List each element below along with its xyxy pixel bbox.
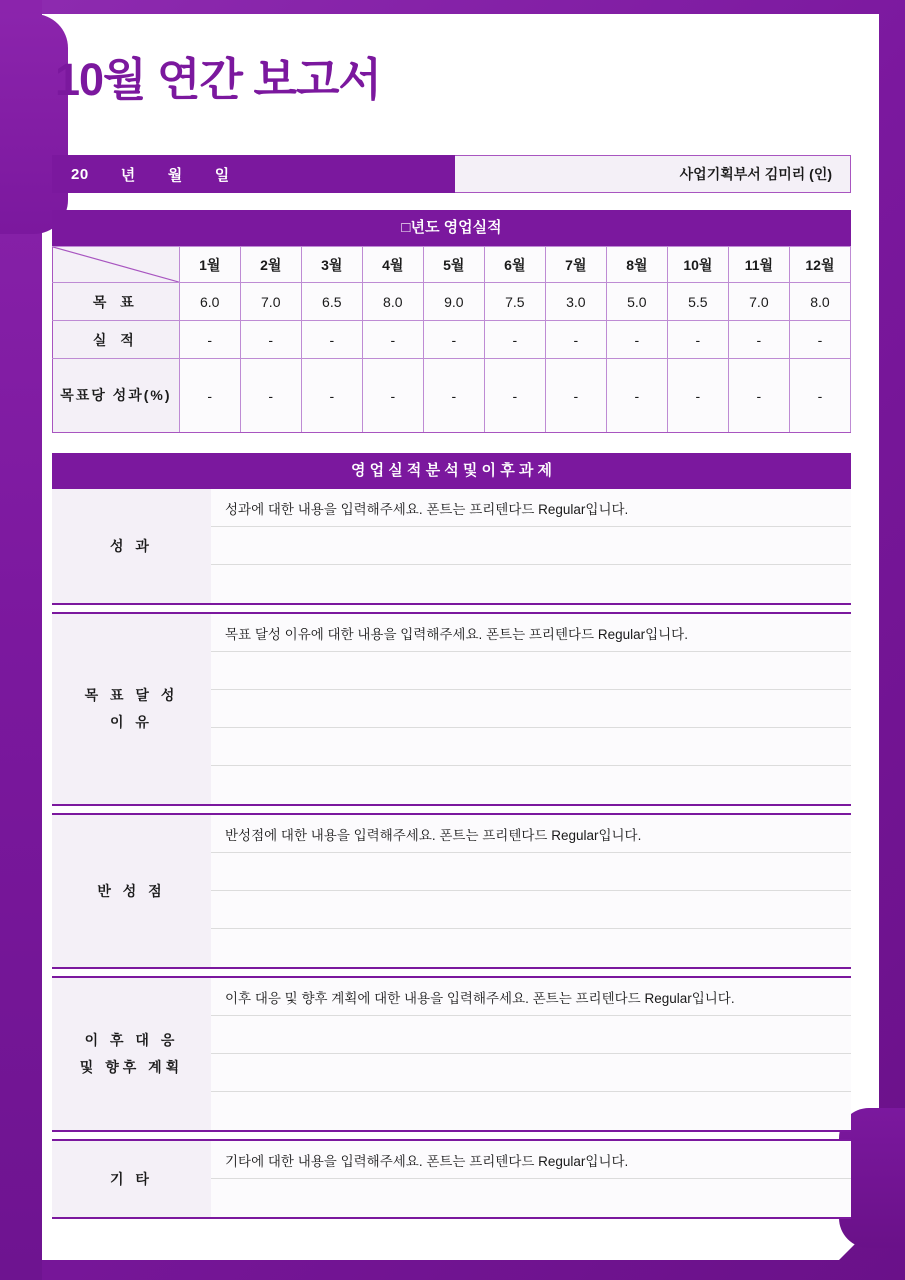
table-cell[interactable]: - [301,359,362,433]
analysis-writing-area[interactable] [211,978,851,1130]
date-year-unit: 년 [120,166,136,184]
date-day-unit: 일 [214,166,230,184]
table-cell[interactable]: - [179,321,240,359]
analysis-block-performance [52,489,851,605]
analysis-label-line: 이 후 대 응 [84,1032,179,1049]
table-cell[interactable]: - [423,359,484,433]
analysis-block-future-plan [52,976,851,1132]
diagonal-divider-icon [53,247,179,282]
table-cell[interactable]: - [301,321,362,359]
date-month-unit: 월 [167,166,183,184]
date-year-prefix: 20 [71,165,89,183]
analysis-label-line: 기 타 [110,1170,153,1187]
analysis-writing-area[interactable] [211,489,851,603]
table-cell[interactable]: - [606,359,667,433]
table-cell[interactable]: 7.0 [240,283,301,321]
table-cell[interactable]: - [240,321,301,359]
table-cell[interactable]: - [362,321,423,359]
table-cell[interactable]: - [179,359,240,433]
table-cell[interactable]: 8.0 [362,283,423,321]
analysis-label-line: 성 과 [110,537,153,554]
analysis-blank-line[interactable] [211,1016,851,1054]
analysis-block-etc [52,1139,851,1219]
analysis-blank-line[interactable] [211,853,851,891]
column-header: 12월 [789,247,850,283]
analysis-block-reflection [52,813,851,969]
column-header: 3월 [301,247,362,283]
analysis-label-line: 목 표 달 성 [84,687,179,704]
table-cell[interactable]: 6.5 [301,283,362,321]
analysis-block-label [52,815,211,967]
row-label-target: 목 표 [53,283,180,321]
analysis-block-label [52,978,211,1130]
analysis-blank-line[interactable] [211,690,851,728]
row-label-line: 목표당 [60,387,107,404]
table-cell[interactable]: - [545,321,606,359]
analysis-placeholder-line[interactable]: 목표 달성 이유에 대한 내용을 입력해주세요. 폰트는 프리텐다드 Regular입니다. [211,614,851,652]
table-cell[interactable]: - [667,321,728,359]
analysis-label-line: 및 향후 계획 [79,1059,184,1075]
signature-field[interactable]: 사업기획부서 김미리 (인) [455,155,851,193]
performance-section-title: □년도 영업실적 [52,210,851,246]
table-cell[interactable]: - [545,359,606,433]
column-header: 8월 [606,247,667,283]
column-header: 4월 [362,247,423,283]
table-cell[interactable]: - [667,359,728,433]
analysis-block-label [52,614,211,804]
report-content [52,14,852,1260]
row-label-line: 성과(%) [112,387,172,404]
date-fields[interactable] [52,155,455,193]
table-cell[interactable]: - [728,359,789,433]
table-cell[interactable]: 7.5 [484,283,545,321]
table-cell[interactable]: 8.0 [789,283,850,321]
analysis-blank-line[interactable] [211,1054,851,1092]
analysis-label-line: 이 유 [110,714,153,730]
table-cell[interactable]: - [728,321,789,359]
column-header: 1월 [179,247,240,283]
performance-header-row [53,247,851,283]
page-title: 10월 연간 보고서 [55,54,381,105]
table-cell[interactable]: 6.0 [179,283,240,321]
table-cell[interactable]: - [423,321,484,359]
analysis-blank-line[interactable] [211,766,851,804]
row-label-rate [53,359,180,433]
analysis-placeholder-line[interactable]: 기타에 대한 내용을 입력해주세요. 폰트는 프리텐다드 Regular입니다. [211,1141,851,1179]
table-cell[interactable]: 5.0 [606,283,667,321]
analysis-blank-line[interactable] [211,527,851,565]
table-cell[interactable]: - [606,321,667,359]
analysis-blank-line[interactable] [211,891,851,929]
table-cell[interactable]: - [240,359,301,433]
analysis-blank-line[interactable] [211,1179,851,1217]
analysis-blank-line[interactable] [211,565,851,603]
column-header: 10월 [667,247,728,283]
table-cell[interactable]: 7.0 [728,283,789,321]
analysis-label-line: 반 성 점 [97,882,166,899]
analysis-section-title: 영 업 실 적 분 석 및 이 후 과 제 [52,453,851,489]
row-label-actual: 실 적 [53,321,180,359]
analysis-writing-area[interactable] [211,614,851,804]
column-header: 5월 [423,247,484,283]
table-row [53,283,851,321]
table-cell[interactable]: - [789,359,850,433]
analysis-writing-area[interactable] [211,1141,851,1217]
analysis-placeholder-line[interactable]: 이후 대응 및 향후 계획에 대한 내용을 입력해주세요. 폰트는 프리텐다드 Regular입니다. [211,978,851,1016]
analysis-placeholder-line[interactable]: 반성점에 대한 내용을 입력해주세요. 폰트는 프리텐다드 Regular입니다. [211,815,851,853]
table-cell[interactable]: - [484,359,545,433]
performance-table [52,246,851,433]
column-header: 11월 [728,247,789,283]
table-cell[interactable]: 5.5 [667,283,728,321]
table-cell[interactable]: - [484,321,545,359]
analysis-blank-line[interactable] [211,728,851,766]
table-cell[interactable]: - [362,359,423,433]
table-cell[interactable]: 3.0 [545,283,606,321]
analysis-blank-line[interactable] [211,652,851,690]
column-header: 2월 [240,247,301,283]
analysis-blank-line[interactable] [211,1092,851,1130]
column-header: 7월 [545,247,606,283]
analysis-block-label [52,489,211,603]
analysis-writing-area[interactable] [211,815,851,967]
analysis-block-label [52,1141,211,1217]
column-header: 6월 [484,247,545,283]
analysis-blank-line[interactable] [211,929,851,967]
analysis-placeholder-line[interactable]: 성과에 대한 내용을 입력해주세요. 폰트는 프리텐다드 Regular입니다. [211,489,851,527]
table-row [53,321,851,359]
analysis-block-goal-reason [52,612,851,806]
table-cell[interactable]: 9.0 [423,283,484,321]
date-signature-strip [52,155,851,193]
table-corner-cell [53,247,180,283]
table-cell[interactable]: - [789,321,850,359]
table-row [53,359,851,433]
